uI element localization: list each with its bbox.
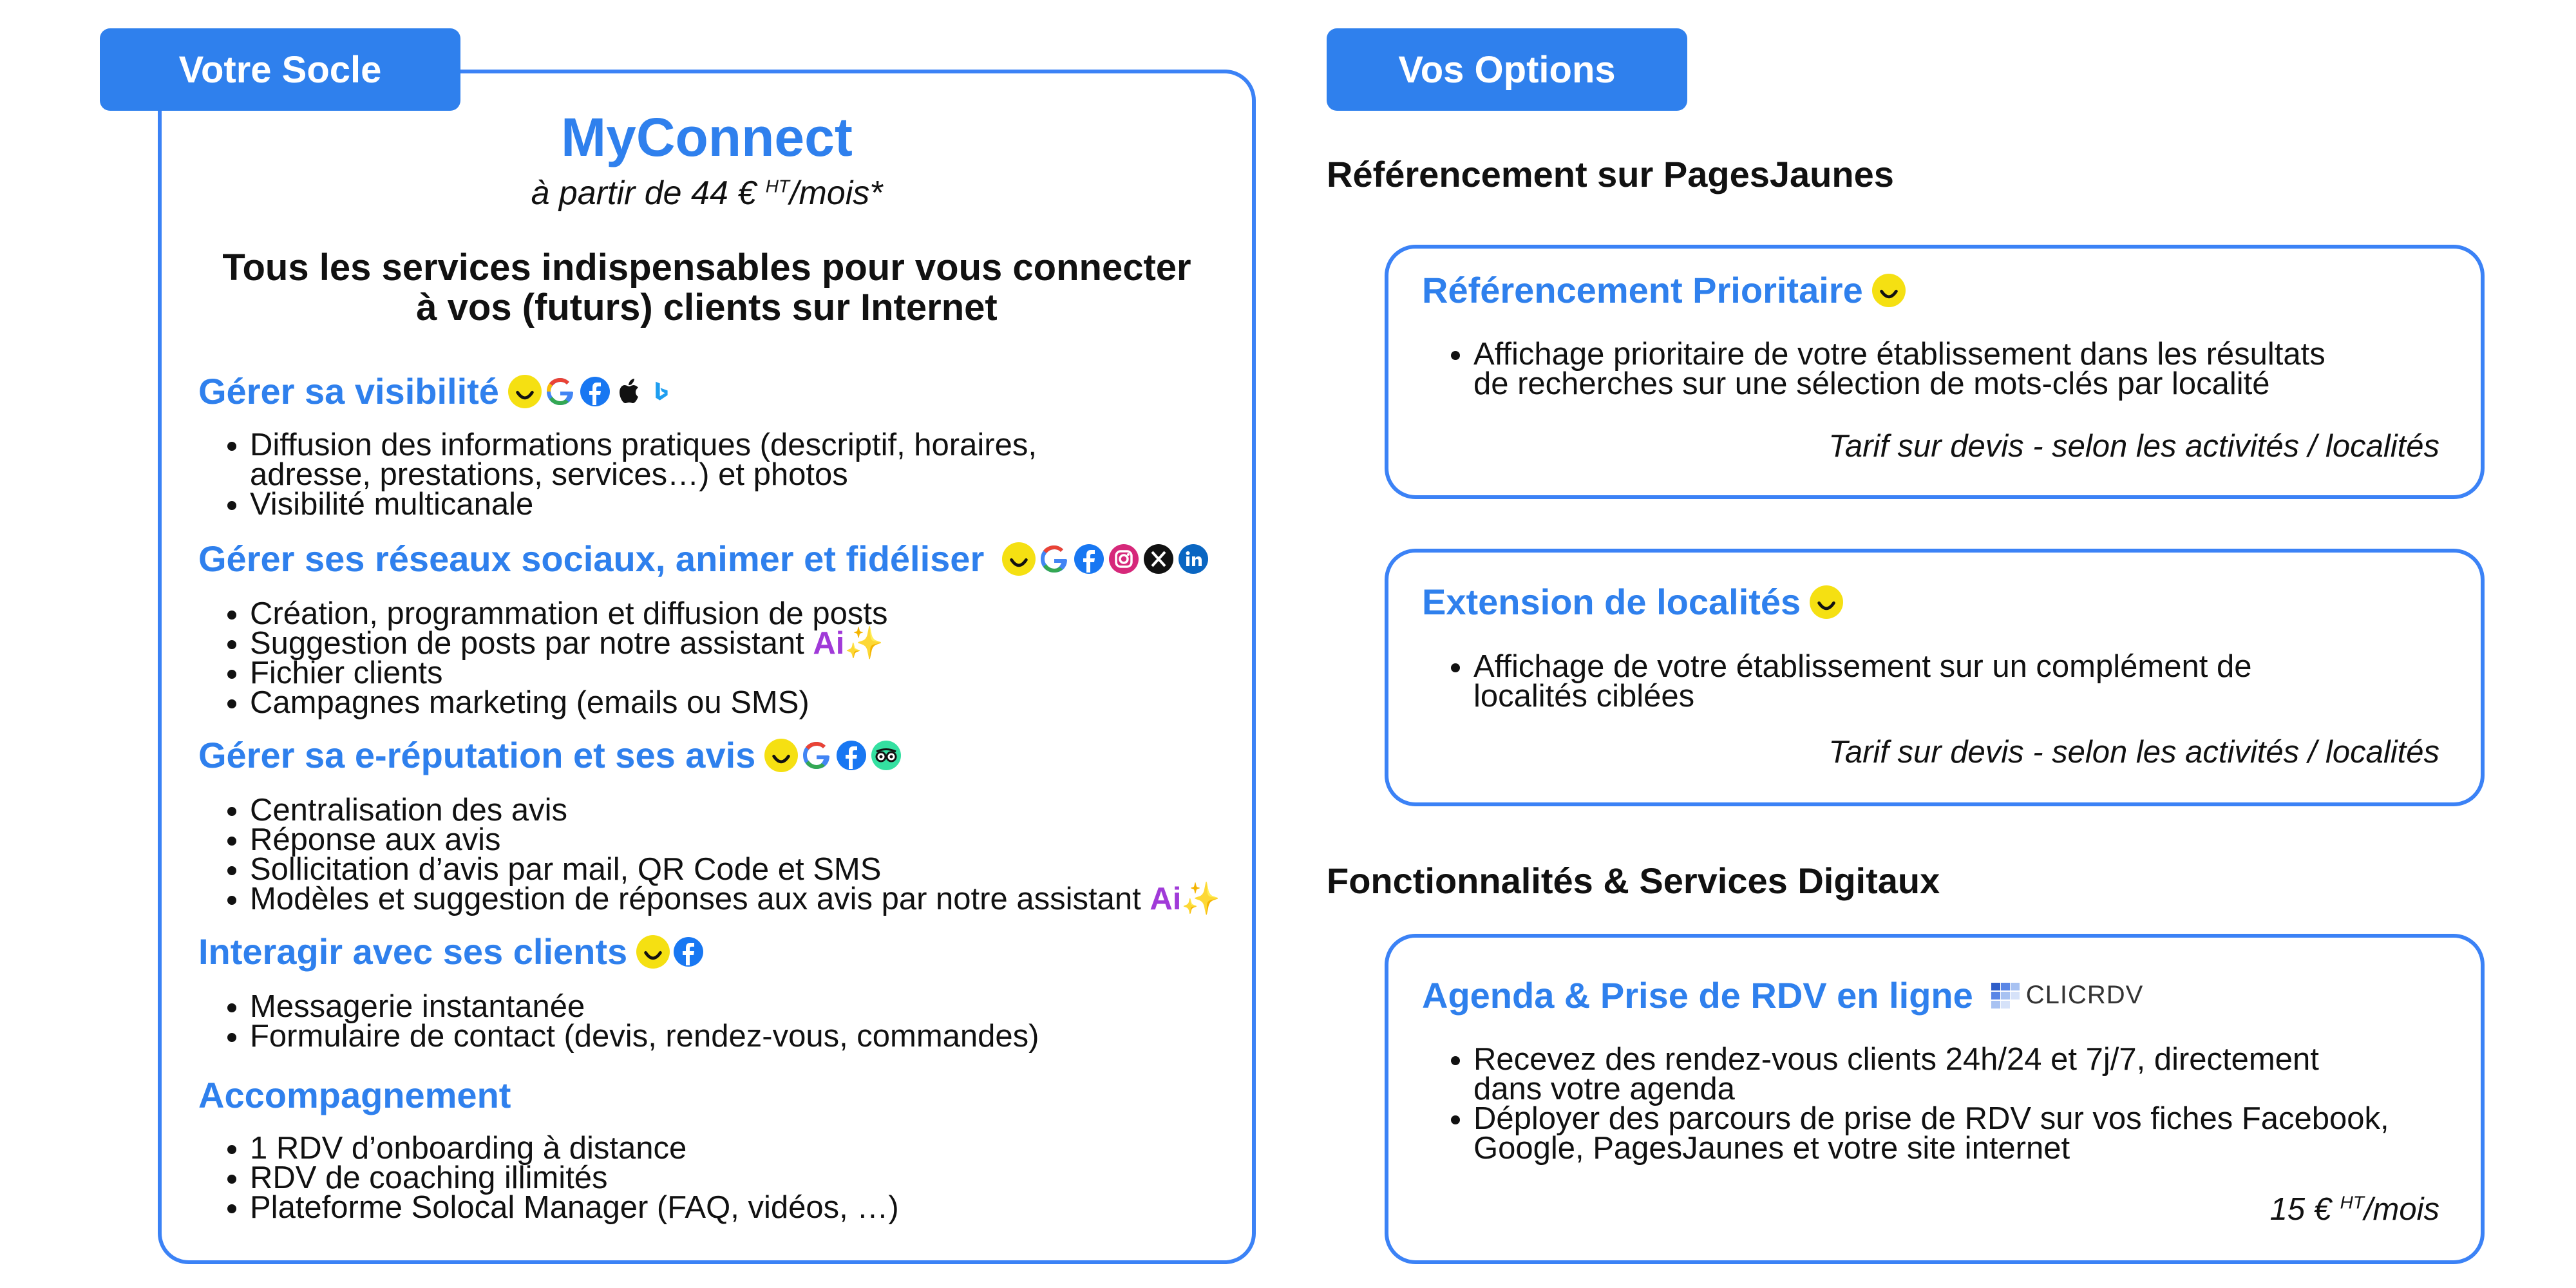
section-icons	[764, 739, 902, 772]
product-price	[158, 174, 1256, 213]
item-text: Recevez des rendez-vous clients 24h/24 et 7j/7, directement	[1473, 1042, 2319, 1077]
price-value: 15 €	[2269, 1192, 2340, 1227]
section-icons	[508, 375, 674, 408]
section-visibilite-list	[198, 428, 1280, 522]
item-text-cont: dans votre agenda	[1473, 1072, 1735, 1106]
section-title-text: Gérer sa visibilité	[198, 371, 499, 412]
pagesjaunes-smiley-icon	[636, 935, 670, 969]
socle-tab: Votre Socle	[100, 28, 460, 111]
list-item	[250, 884, 1306, 914]
section-icons	[636, 935, 705, 969]
list-item: • Sollicitation d’avis par mail, QR Code et SMS	[250, 855, 1306, 884]
card-price	[2270, 1191, 2439, 1227]
card-list	[1422, 1042, 2517, 1166]
ai-badge: Ai	[813, 626, 845, 661]
section-title-text: Gérer sa e-réputation et ses avis	[198, 735, 756, 775]
card-tarif: Tarif sur devis - selon les activités / localités	[1828, 429, 2439, 464]
product-name: MyConnect	[561, 107, 853, 167]
card-title-text: Agenda & Prise de RDV en ligne	[1422, 975, 1973, 1016]
list-item: • RDV de coaching illimités	[250, 1163, 1280, 1193]
list-item	[1473, 1042, 2517, 1106]
section-title-text: Accompagnement	[198, 1075, 511, 1115]
tagline-line1: Tous les services indispensables pour vous connecter	[222, 247, 1191, 289]
facebook-icon	[579, 375, 611, 408]
list-item: • Formulaire de contact (devis, rendez-vous, commandes)	[250, 1021, 1280, 1051]
section-reseaux-title	[198, 538, 1209, 580]
section-title-text: Gérer ses réseaux sociaux, animer et fidéliser	[198, 538, 985, 579]
card-tarif: Tarif sur devis - selon les activités / localités	[1828, 735, 2439, 770]
google-icon	[544, 375, 576, 408]
list-item: • Centralisation des avis	[250, 795, 1306, 825]
list-item: • Réponse aux avis	[250, 825, 1306, 855]
list-item: • 1 RDV d’onboarding à distance	[250, 1133, 1280, 1163]
price-prefix: à partir de 44 €	[531, 175, 766, 212]
x-icon	[1142, 543, 1175, 575]
list-item	[1473, 649, 2517, 714]
card-list	[1422, 339, 2517, 399]
item-text-cont: adresse, prestations, services…) et photos	[250, 457, 848, 492]
pagesjaunes-smiley-icon	[1872, 274, 1906, 307]
price-sup: HT	[2340, 1192, 2364, 1213]
list-item: • Plateforme Solocal Manager (FAQ, vidéos, …)	[250, 1193, 1280, 1222]
card-title	[1422, 974, 2143, 1016]
section-interagir-title	[198, 931, 705, 972]
options-tab: Vos Options	[1327, 28, 1687, 111]
price-suffix: /mois*	[790, 175, 883, 212]
list-item	[250, 626, 1280, 661]
item-text-cont: Google, PagesJaunes et votre site internet	[1473, 1131, 2070, 1166]
item-text: Diffusion des informations pratiques (descriptif, horaires,	[250, 428, 1037, 462]
item-text: Affichage prioritaire de votre établissement dans les résultats	[1473, 337, 2325, 372]
clicrdv-icon	[1991, 983, 2020, 1009]
list-item: • Campagnes marketing (emails ou SMS)	[250, 688, 1280, 717]
item-text: Modèles et suggestion de réponses aux avis par notre assistant	[250, 882, 1150, 916]
pagesjaunes-smiley-icon	[764, 739, 798, 772]
section-icons	[1002, 542, 1209, 576]
section-reseaux-list	[198, 596, 1280, 720]
pagesjaunes-smiley-icon	[508, 375, 542, 408]
section-accompagnement-list	[198, 1131, 1280, 1225]
list-item: • Messagerie instantanée	[250, 992, 1280, 1021]
product-tagline	[158, 248, 1256, 328]
heading-fonctionnalites: Fonctionnalités & Services Digitaux	[1327, 860, 1940, 901]
tagline-line2: à vos (futurs) clients sur Internet	[416, 287, 998, 328]
facebook-icon	[1073, 543, 1105, 575]
sparkle-icon: ✨	[844, 626, 884, 661]
list-item	[1473, 1101, 2517, 1166]
apple-icon	[614, 375, 646, 408]
card-list	[1422, 649, 2517, 714]
list-item: • Fichier clients	[250, 658, 1280, 688]
list-item: • Création, programmation et diffusion de posts	[250, 599, 1280, 629]
sparkle-icon: ✨	[1181, 882, 1221, 916]
pagesjaunes-smiley-icon	[1810, 585, 1843, 619]
pagesjaunes-smiley-icon	[1002, 542, 1036, 576]
card-title-text: Référencement Prioritaire	[1422, 270, 1863, 310]
section-visibilite-title	[198, 370, 674, 412]
list-item	[250, 428, 1280, 492]
card-title	[1422, 269, 1906, 311]
section-accompagnement-title	[198, 1074, 511, 1116]
item-text-cont: localités ciblées	[1473, 679, 1695, 714]
list-item: • Visibilité multicanale	[250, 489, 1280, 519]
card-title	[1422, 581, 1843, 623]
price-sup: HT	[765, 176, 790, 196]
price-suffix: /mois	[2363, 1192, 2439, 1227]
facebook-icon	[672, 936, 705, 968]
google-icon	[800, 739, 833, 772]
clicrdv-wordmark: CLICRDV	[2025, 981, 2144, 1009]
ai-badge: Ai	[1150, 882, 1182, 916]
item-text: Déployer des parcours de prise de RDV sur vos fiches Facebook,	[1473, 1101, 2389, 1136]
facebook-icon	[835, 739, 867, 772]
google-icon	[1038, 543, 1070, 575]
clicrdv-logo	[1991, 981, 2144, 1010]
heading-referencement: Référencement sur PagesJaunes	[1327, 154, 1894, 194]
item-text: Suggestion de posts par notre assistant	[250, 626, 813, 661]
instagram-icon	[1108, 543, 1140, 575]
bing-icon	[649, 375, 674, 408]
section-interagir-list	[198, 989, 1280, 1054]
tripadvisor-icon	[870, 739, 902, 772]
item-text-cont: de recherches sur une sélection de mots-clés par localité	[1473, 366, 2270, 401]
list-item	[1473, 339, 2517, 399]
section-title-text: Interagir avec ses clients	[198, 931, 628, 972]
section-ereputation-title	[198, 734, 902, 776]
linkedin-icon	[1177, 543, 1209, 575]
item-text: Affichage de votre établissement sur un complément de	[1473, 649, 2252, 684]
card-title-text: Extension de localités	[1422, 582, 1801, 622]
section-ereputation-list	[198, 795, 1306, 914]
